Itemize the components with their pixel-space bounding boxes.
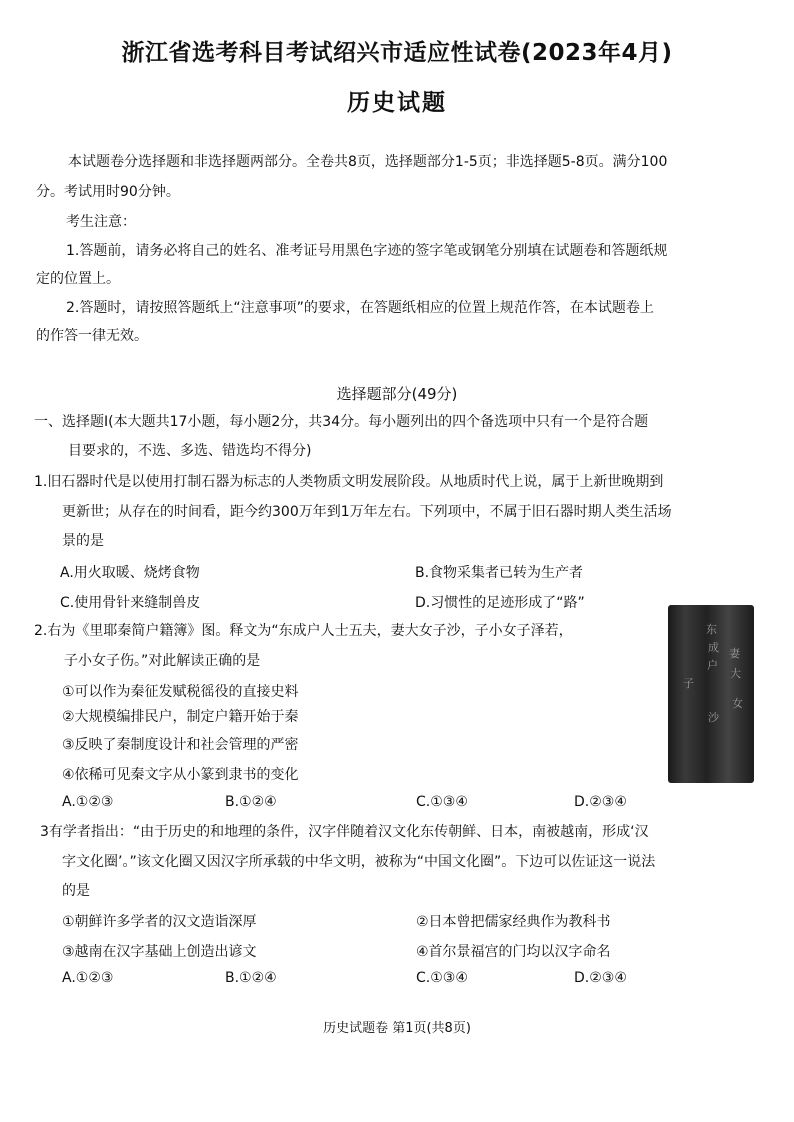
question-1-line-1: 1.旧石器时代是以使用打制石器为标志的人类物质文明发展阶段。从地质时代上说，属于上新世晚期到 (34, 474, 664, 490)
question-3-statement-3: ③越南在汉字基础上创造出谚文 (62, 944, 257, 960)
question-1-option-d: D.习惯性的足迹形成了“路” (415, 595, 585, 611)
question-2-statement-4: ④依稀可见秦文字从小篆到隶书的变化 (62, 767, 299, 783)
question-2-line-1: 2.右为《里耶秦简户籍簿》图。释文为“东成户人士五夫，妻大女子沙，子小女子泽若， (34, 623, 573, 639)
qin-bamboo-slip-image: 东 成 户 妻 大 子 女 沙 (668, 605, 754, 783)
question-3-statement-2: ②日本曾把儒家经典作为教科书 (416, 914, 611, 930)
question-3-line-2: 字文化圈’。”该文化圈又因汉字所承载的中华文明，被称为“中国文化圈”。下边可以佐证这一说法 (62, 854, 656, 870)
note-2-line-1: 2.答题时，请按照答题纸上“注意事项”的要求，在答题纸相应的位置上规范作答，在本试题卷上 (66, 300, 654, 316)
question-2-line-2: 子小女子伤。”对此解读正确的是 (64, 653, 261, 669)
question-3-option-d: D.②③④ (574, 970, 627, 986)
section-heading: 选择题部分(49分) (336, 385, 458, 403)
question-2-statement-3: ③反映了秦制度设计和社会管理的严密 (62, 737, 299, 753)
question-3-line-1: 3有学者指出：“由于历史的和地理的条件，汉字伴随着汉文化东传朝鲜、日本，南被越南，形成‘汉 (40, 824, 649, 840)
question-2-option-a: A.①②③ (62, 794, 114, 810)
question-1-option-a: A.用火取暖、烧烤食物 (60, 565, 200, 581)
question-3-option-a: A.①②③ (62, 970, 114, 986)
part-instructions-line-1: 一、选择题I(本大题共17小题，每小题2分，共34分。每小题列出的四个备选项中只有一个是符合题 (34, 414, 649, 430)
exam-subject-title: 历史试题 (347, 90, 447, 116)
question-1-option-c: C.使用骨针来缝制兽皮 (60, 595, 201, 611)
exam-title: 浙江省选考科目考试绍兴市适应性试卷(2023年4月) (121, 40, 673, 66)
question-2-statement-1: ①可以作为秦征发赋税徭役的直接史料 (62, 684, 299, 700)
notice-label: 考生注意： (66, 214, 136, 230)
note-1-line-1: 1.答题前，请务必将自己的姓名、准考证号用黑色字迹的签字笔或钢笔分别填在试题卷和答题纸规 (66, 243, 668, 259)
part-instructions-line-2: 目要求的，不选、多选、错选均不得分) (68, 443, 312, 459)
question-2-option-b: B.①②④ (225, 794, 277, 810)
page-footer: 历史试题卷 第1页(共8页) (323, 1021, 471, 1036)
question-3-option-c: C.①③④ (416, 970, 468, 986)
note-1-line-2: 定的位置上。 (36, 271, 120, 287)
question-1-option-b: B.食物采集者已转为生产者 (415, 565, 584, 581)
note-2-line-2: 的作答一律无效。 (36, 328, 148, 344)
question-1-line-2: 更新世；从存在的时间看，距今约300万年到1万年左右。下列项中，不属于旧石器时期人类生活场 (62, 504, 672, 520)
question-3-line-3: 的是 (62, 883, 90, 899)
question-2-statement-2: ②大规模编排民户，制定户籍开始于秦 (62, 709, 299, 725)
question-1-line-3: 景的是 (62, 533, 104, 549)
instructions-line-1: 本试题卷分选择题和非选择题两部分。全卷共8页，选择题部分1-5页；非选择题5-8页。满分100 (68, 154, 668, 170)
question-2-option-d: D.②③④ (574, 794, 627, 810)
question-3-statement-1: ①朝鲜许多学者的汉文造诣深厚 (62, 914, 257, 930)
question-2-option-c: C.①③④ (416, 794, 468, 810)
question-3-option-b: B.①②④ (225, 970, 277, 986)
question-3-statement-4: ④首尔景福宫的门均以汉字命名 (416, 944, 611, 960)
instructions-line-2: 分。考试用时90分钟。 (36, 184, 180, 200)
